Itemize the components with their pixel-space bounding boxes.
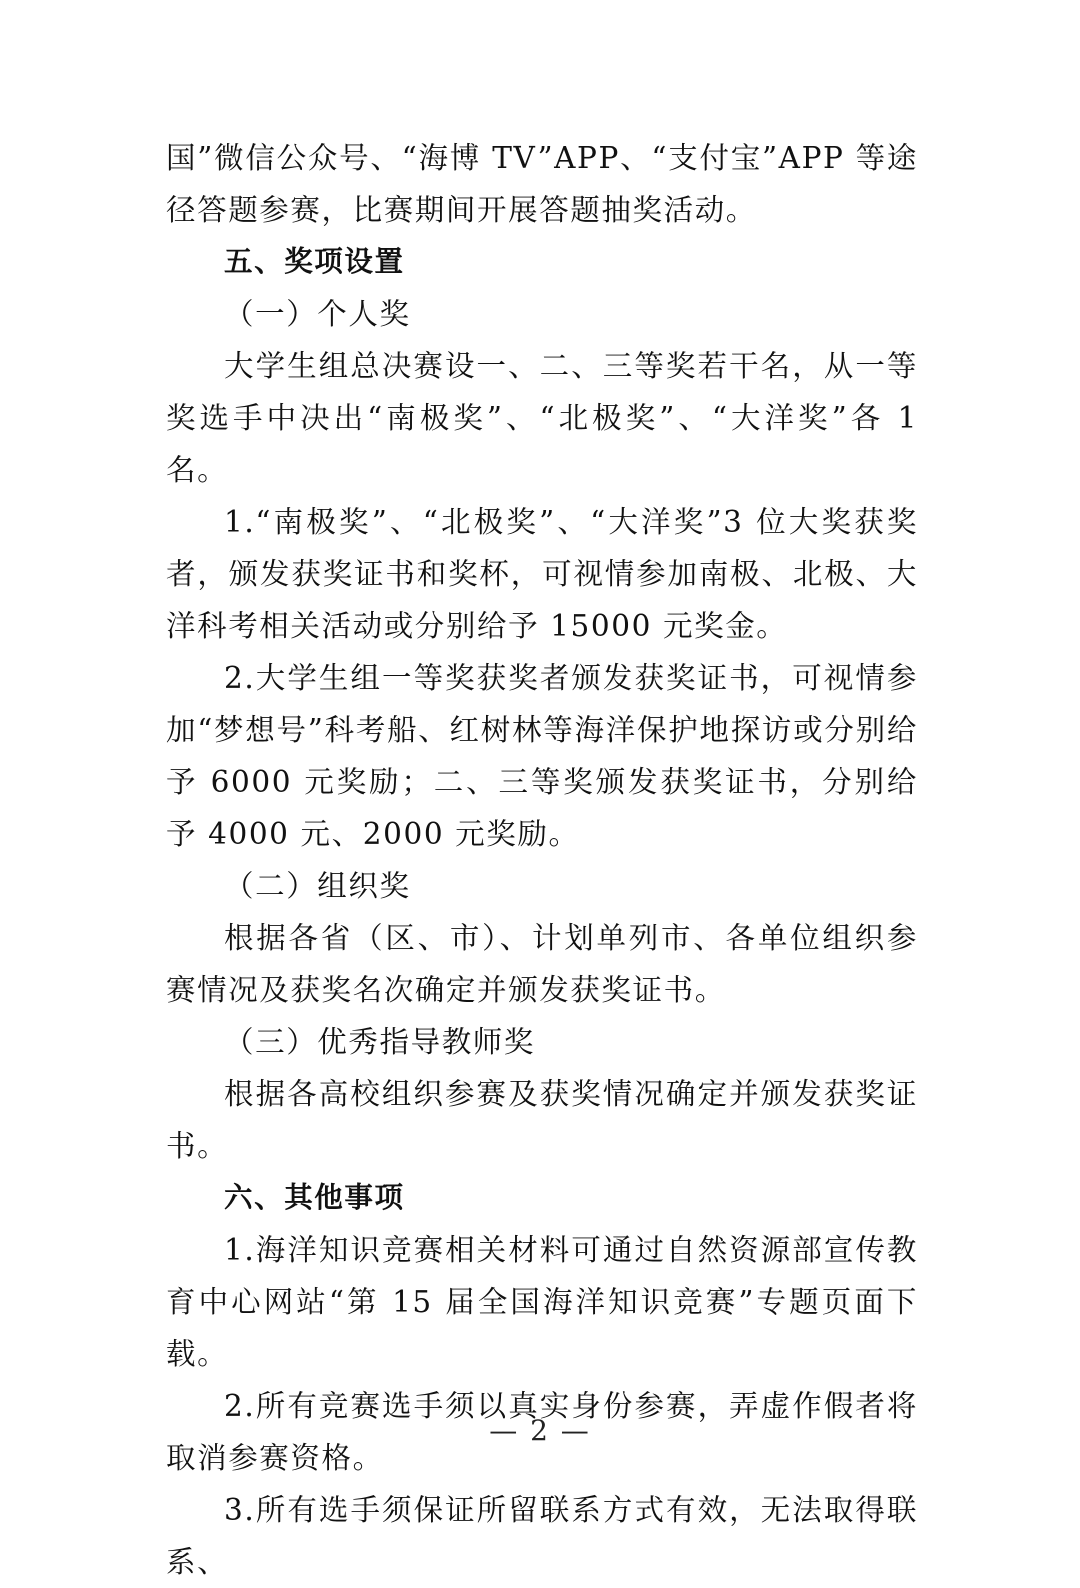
paragraph-materials-download: 1.海洋知识竞赛相关材料可通过自然资源部宣传教育中心网站“第 15 届全国海洋知识竞赛”专题页面下载。 [166,1233,918,1371]
paragraph-individual-award-intro: 大学生组总决赛设一、二、三等奖若干名，从一等奖选手中决出“南极奖”、“北极奖”、“大洋奖”各 1 名。 [166,349,918,487]
page-number: — 2 — [489,1414,591,1447]
paragraph-real-identity: 2.所有竞赛选手须以真实身份参赛，弄虚作假者将取消参赛资格。 [166,1389,918,1475]
document-body [166,132,918,1588]
paragraph-first-second-third-prize: 2.大学生组一等奖获奖者颁发获奖证书，可视情参加“梦想号”科考船、红树林等海洋保护地探访或分别给予 6000 元奖励；二、三等奖颁发获奖证书，分别给予 4000 元、2000 元奖励。 [166,661,918,851]
paragraph-organization-award: 根据各省（区、市）、计划单列市、各单位组织参赛情况及获奖名次确定并颁发获奖证书。 [166,921,918,1007]
paragraph-participation-channels: 国”微信公众号、“海博 TV”APP、“支付宝”APP 等途径答题参赛，比赛期间开展答题抽奖活动。 [166,141,918,227]
paragraph-teacher-award: 根据各高校组织参赛及获奖情况确定并颁发获奖证书。 [166,1077,918,1163]
section-heading-awards: 五、奖项设置 [224,245,405,278]
subheading-teacher-award: （三）优秀指导教师奖 [224,1025,536,1059]
paragraph-grand-prize: 1.“南极奖”、“北极奖”、“大洋奖”3 位大奖获奖者，颁发获奖证书和奖杯，可视情参加南极、北极、大洋科考相关活动或分别给予 15000 元奖金。 [166,505,918,643]
section-heading-other-matters: 六、其他事项 [224,1181,405,1214]
subheading-organization-award: （二）组织奖 [224,869,411,903]
subheading-individual-award: （一）个人奖 [224,297,411,331]
paragraph-contact-info: 3.所有选手须保证所留联系方式有效，无法取得联系、 [166,1493,918,1579]
